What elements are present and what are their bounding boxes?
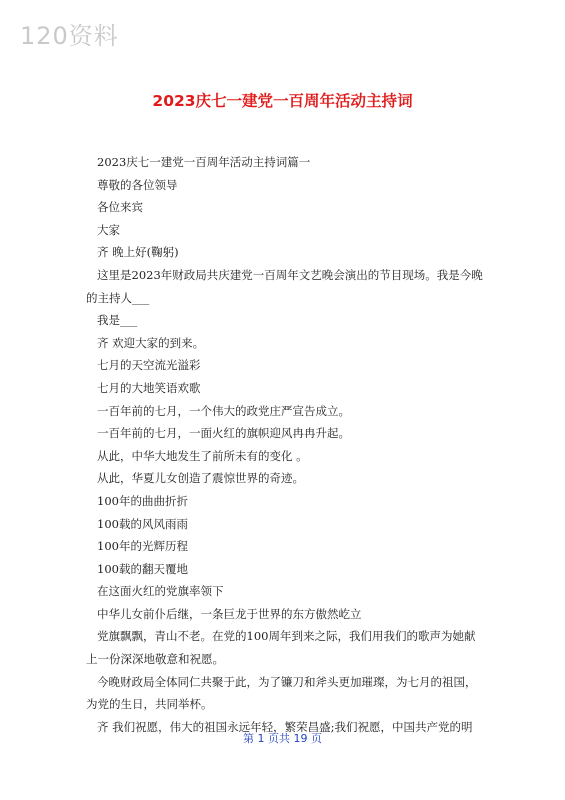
paragraph: 齐 晚上好(鞠躬)	[97, 245, 179, 260]
paragraph: 100载的翻天覆地	[97, 561, 188, 576]
page-number: 第 1 页共 19 页	[243, 732, 322, 745]
paragraph: 2023庆七一建党一百周年活动主持词篇一	[97, 155, 311, 169]
paragraph: 七月的天空流光溢彩	[97, 358, 201, 373]
paragraph: 齐 欢迎大家的到来。	[97, 335, 205, 350]
watermark-logo: 120资料	[20, 22, 119, 50]
paragraph: 尊敬的各位领导	[97, 177, 178, 192]
paragraph: 从此，中华大地发生了前所未有的变化 。	[97, 448, 308, 463]
paragraph: 大家	[97, 222, 120, 237]
paragraph: 一百年前的七月，一个伟大的政党庄严宣告成立。	[97, 403, 350, 418]
paragraph: 各位来宾	[97, 200, 143, 215]
paragraph: 从此，华夏儿女创造了震惊世界的奇迹。	[97, 471, 304, 486]
paragraph: 中华儿女前仆后继，一条巨龙于世界的东方傲然屹立	[97, 606, 362, 621]
paragraph: 在这面火红的党旗率领下	[97, 584, 224, 599]
paragraph: 齐 我们祝愿，伟大的祖国永远年轻，繁荣昌盛;我们祝愿，中国共产党的明	[97, 719, 473, 734]
paragraph: 这里是2023年财政局共庆建党一百周年文艺晚会演出的节目现场。我是今晚的主持人___	[86, 267, 483, 305]
page-title: 2023庆七一建党一百周年活动主持词	[152, 92, 413, 110]
paragraph: 100年的光辉历程	[97, 539, 188, 554]
paragraph: 七月的大地笑语欢歌	[97, 380, 201, 395]
paragraph: 100载的风风雨雨	[97, 516, 188, 531]
paragraph: 党旗飘飘，青山不老。在党的100周年到来之际，我们用我们的歌声为她献上一份深深地敬意和祝愿。	[86, 629, 476, 667]
paragraph: 今晚财政局全体同仁共聚于此，为了镰刀和斧头更加璀璨，为七月的祖国，为党的生日，共同举杯。	[86, 674, 477, 712]
document-body	[86, 151, 486, 738]
paragraph: 100年的曲曲折折	[97, 493, 188, 508]
paragraph: 我是___	[97, 313, 138, 328]
paragraph: 一百年前的七月，一面火红的旗帜迎风冉冉升起。	[97, 426, 350, 441]
